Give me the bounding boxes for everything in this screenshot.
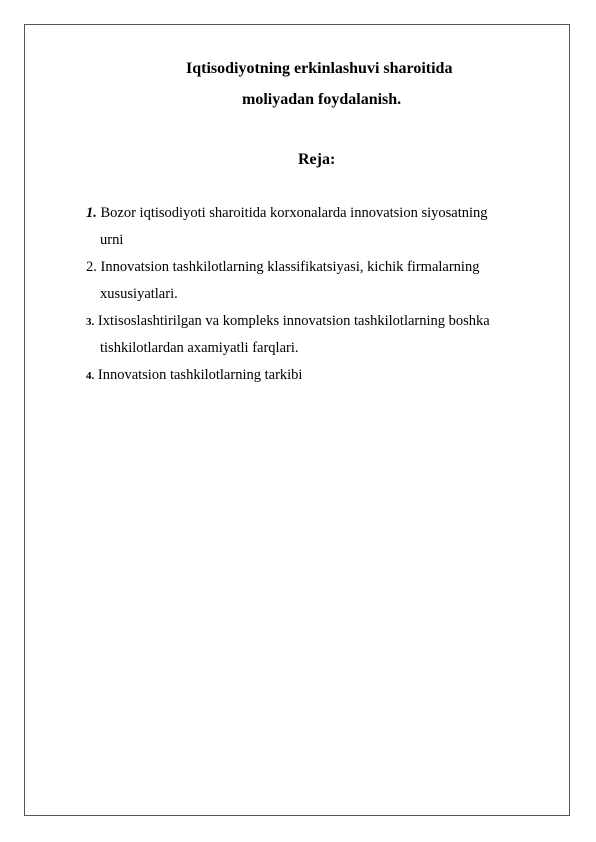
plan-item-3-text: Ixtisoslashtirilgan va kompleks innovatsion tashkilotlarning boshka xyxy=(97,313,490,329)
document-title-line-1: Iqtisodiyotning erkinlashuvi sharoitida xyxy=(186,60,453,77)
plan-item-4-text: Innovatsion tashkilotlarning tarkibi xyxy=(97,367,303,383)
plan-item-3 xyxy=(86,313,490,330)
plan-item-1 xyxy=(86,205,488,222)
plan-item-1-continuation: urni xyxy=(100,232,124,248)
plan-item-3-continuation: tishkilotlardan axamiyatli farqlari. xyxy=(100,340,299,356)
document-title-line-2: moliyadan foydalanish. xyxy=(242,91,402,108)
plan-item-2-text: Innovatsion tashkilotlarning klassifikatsiyasi, kichik firmalarning xyxy=(100,259,480,275)
plan-item-2-number: 2. xyxy=(86,259,97,275)
plan-item-4-number: 4. xyxy=(86,370,95,382)
plan-item-3-number: 3. xyxy=(86,316,95,328)
plan-item-2-continuation: xususiyatlari. xyxy=(100,286,178,302)
page-border xyxy=(24,24,570,816)
plan-item-2 xyxy=(86,259,479,276)
plan-heading: Reja: xyxy=(298,151,336,168)
plan-item-4 xyxy=(86,367,302,384)
plan-item-1-text: Bozor iqtisodiyoti sharoitida korxonalarda innovatsion siyosatning xyxy=(100,205,488,221)
plan-item-1-number: 1. xyxy=(86,205,97,221)
